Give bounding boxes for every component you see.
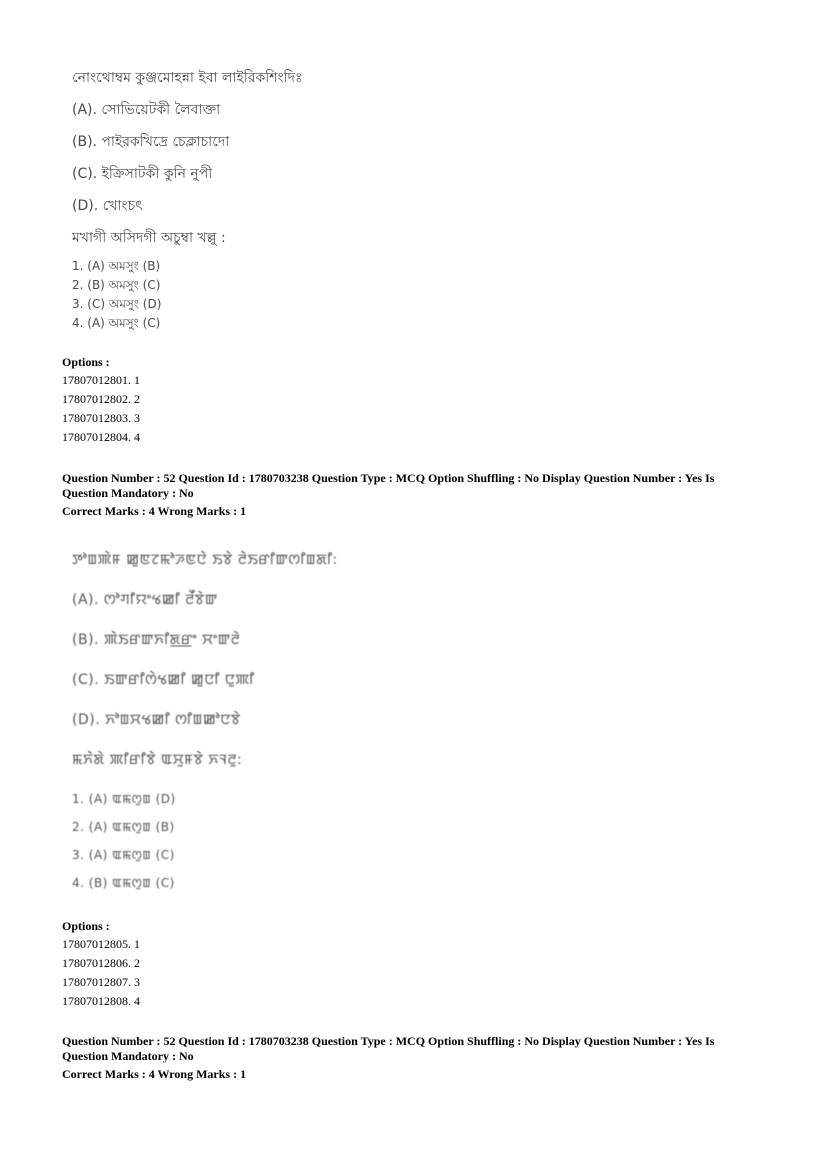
question-header-line1: Question Number : 52 Question Id : 1780703238 Question Type : MCQ Option Shuffling : No Display Question Number : Yes Is: [62, 1034, 715, 1048]
answer-1: 1. (A) অমসুং (B): [72, 259, 161, 273]
choice-a: (A). সোভিয়েটকী লৈবাক্তা: [72, 102, 221, 118]
marks-line: Correct Marks : 4 Wrong Marks : 1: [62, 504, 247, 518]
choice-d: (D). খোংচৎ: [72, 198, 143, 214]
choice-c: (C). ইক্রিসাটকী কুনি নুপী: [72, 166, 213, 182]
choice-c: (C). ꯏꯛꯔꯤꯁꯥꯠꯀꯤ ꯀꯨꯅꯤ ꯅꯨꯄꯤ: [72, 672, 255, 688]
options-label: Options :: [62, 919, 110, 933]
answer-4: 4. (B) ꯑꯃꯁꯨꯡ (C): [72, 876, 175, 890]
question-image-bengali: [72, 60, 472, 340]
question-stem: নোংথোম্বম কুঞ্জমোহন্না ইবা লাইরিকশিংদিঃ: [72, 70, 303, 86]
option-item: 17807012803. 3: [62, 411, 140, 425]
marks-line: Correct Marks : 4 Wrong Marks : 1: [62, 1067, 247, 1081]
options-label: Options :: [62, 355, 110, 369]
option-item: 17807012804. 4: [62, 430, 140, 444]
question-image-meetei: [72, 544, 472, 894]
question-stem: ꯇꯣꯡꯄꯥꯝ ꯀꯨꯟꯖꯃꯣꯍꯟꯅꯥ ꯏꯕꯥ ꯂꯥꯏꯔꯤꯛꯁꯤꯡꯗꯤ:: [72, 552, 338, 568]
question-header-line1: Question Number : 52 Question Id : 1780703238 Question Type : MCQ Option Shuffling : No Display Question Number : Yes Is: [62, 471, 715, 485]
question-header: [62, 471, 752, 519]
answer-2: 2. (B) অমসুং (C): [72, 278, 161, 292]
options-section: [62, 353, 140, 447]
answer-3: 3. (A) ꯑꯃꯁꯨꯡ (C): [72, 848, 175, 862]
answer-prompt: মখাগী অসিদগী অচুম্বা খল্লু :: [72, 230, 226, 246]
option-item: 17807012808. 4: [62, 994, 140, 1008]
choice-b: (B). পাইরকখিদ্রে চেক্লাচাদো: [72, 134, 230, 150]
answer-2: 2. (A) ꯑꯃꯁꯨꯡ (B): [72, 820, 175, 834]
choice-b: (B). ꯄꯥꯏꯔꯛꯈꯤꯗ꯭ꯔꯦ ꯆꯦꯛꯂꯥ: [72, 632, 241, 648]
option-item: 17807012805. 1: [62, 937, 140, 951]
choice-d: (D). ꯈꯣꯡꯆꯠꯀꯤ ꯁꯤꯡꯀꯣꯅꯕꯥ: [72, 712, 241, 728]
options-list: [62, 371, 140, 447]
answer-1: 1. (A) ꯑꯃꯁꯨꯡ (D): [72, 792, 176, 806]
question-header-line2: Question Mandatory : No: [62, 1049, 194, 1063]
answer-prompt: ꯃꯈꯥꯗꯥ ꯄꯤꯔꯤꯕꯥ ꯑꯆꯨꯝꯕꯥ ꯈꯜꯂꯨ:: [72, 752, 243, 768]
option-item: 17807012802. 2: [62, 392, 140, 406]
option-item: 17807012807. 3: [62, 975, 140, 989]
choice-a: (A). ꯁꯣꯚꯤꯌꯦꯠꯀꯤ ꯂꯩꯕꯥꯛ: [72, 592, 218, 608]
question-header-line2: Question Mandatory : No: [62, 486, 194, 500]
answer-4: 4. (A) অমসুং (C): [72, 316, 161, 330]
options-section: [62, 917, 140, 1011]
question-header: [62, 1034, 752, 1082]
option-item: 17807012801. 1: [62, 373, 140, 387]
option-item: 17807012806. 2: [62, 956, 140, 970]
options-list: [62, 935, 140, 1011]
answer-3: 3. (C) অমসুং (D): [72, 297, 162, 311]
